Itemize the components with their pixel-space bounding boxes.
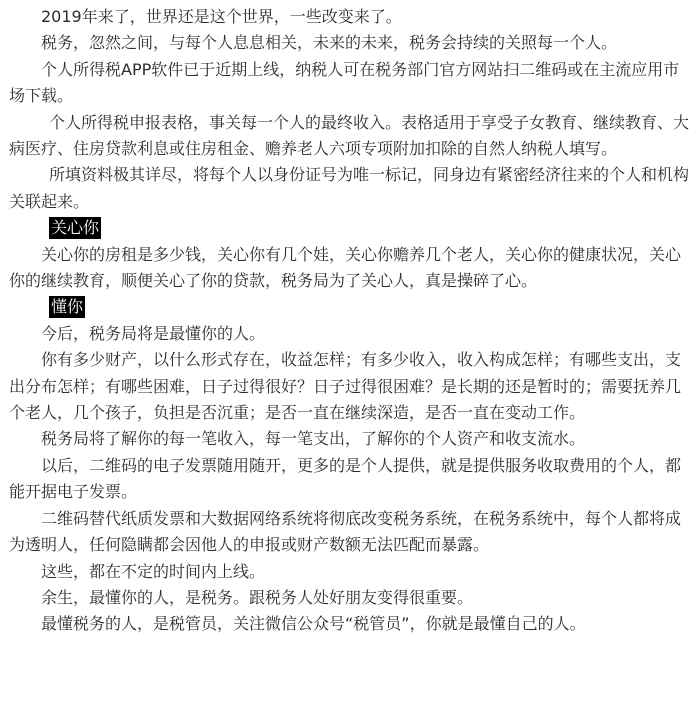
section-heading-row (9, 294, 693, 320)
paragraph: 所填资料极其详尽，将每个人以身份证号为唯一标记，同身边有紧密经济往来的个人和机构关联起来。 (9, 165, 690, 211)
paragraph: 最懂税务的人，是税管员，关注微信公众号“税管员”，你就是最懂自己的人。 (41, 614, 586, 634)
paragraph: 税务，忽然之间，与每个人息息相关，未来的未来，税务会持续的关照每一个人。 (41, 33, 618, 53)
paragraph: 今后，税务局将是最懂你的人。 (41, 323, 266, 343)
article-body (9, 4, 693, 638)
paragraph: 个人所得税APP软件已于近期上线，纳税人可在税务部门官方网站扫二维码或在主流应用市场下载。 (9, 59, 680, 106)
paragraph: 二维码替代纸质发票和大数据网络系统将彻底改变税务系统，在税务系统中，每个人都将成为透明人，任何隐瞒都会因他人的申报或财产数额无法匹配而暴露。 (9, 508, 682, 555)
section-heading-row (9, 215, 693, 241)
paragraph: 你有多少财产，以什么形式存在，收益怎样；有多少收入，收入构成怎样；有哪些支出，支出分布怎样；有哪些困难，日子过得很好？日子过得很困难？是长期的还是暂时的；需要抚养几个老人，几个孩子，负担是否沉重；是否一直在继续深造，是否一直在变动工作。 (9, 350, 682, 423)
section-heading-care: 关心你 (51, 218, 100, 238)
paragraph: 个人所得税申报表格，事关每一个人的最终收入。表格适用于享受子女教育、继续教育、大病医疗、住房贷款利息或住房租金、赡养老人六项专项附加扣除的自然人纳税人填写。 (9, 112, 690, 159)
paragraph: 2019年来了，世界还是这个世界，一些改变来了。 (41, 7, 402, 26)
section-heading-understand: 懂你 (51, 297, 84, 317)
paragraph: 关心你的房租是多少钱，关心你有几个娃，关心你赡养几个老人，关心你的健康状况，关心你的继续教育，顺便关心了你的贷款，税务局为了关心人，真是操碎了心。 (9, 244, 682, 291)
paragraph: 税务局将了解你的每一笔收入，每一笔支出，了解你的个人资产和收支流水。 (41, 429, 586, 449)
paragraph: 余生，最懂你的人，是税务。跟税务人处好朋友变得很重要。 (41, 587, 474, 607)
paragraph: 以后，二维码的电子发票随用随开，更多的是个人提供，就是提供服务收取费用的个人，都能开据电子发票。 (9, 455, 682, 502)
paragraph: 这些，都在不定的时间内上线。 (41, 561, 266, 581)
